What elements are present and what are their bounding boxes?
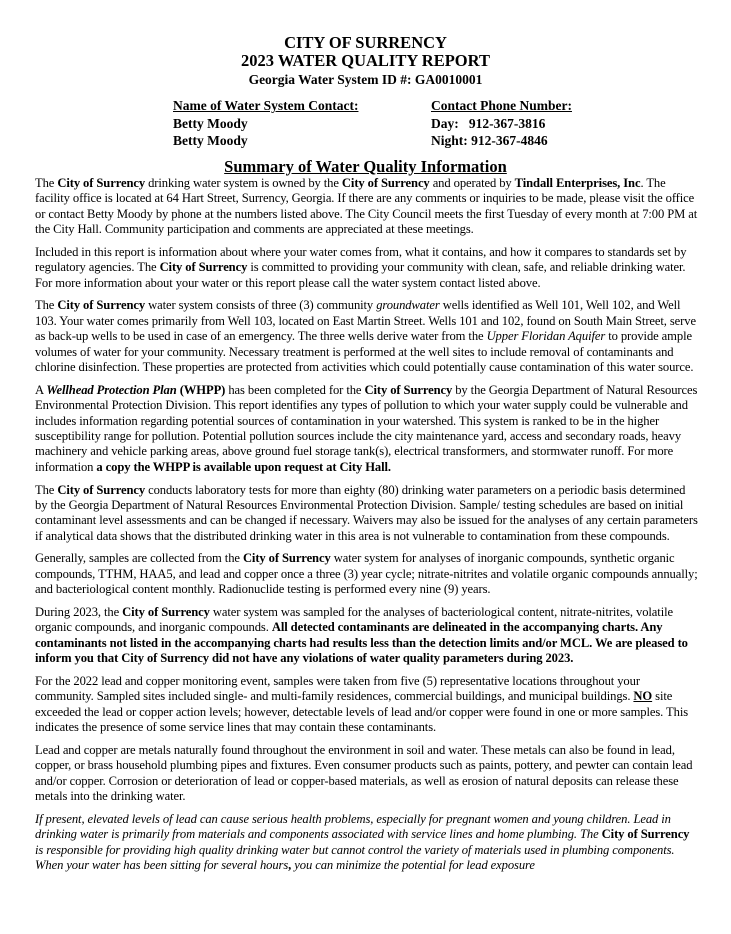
text-run: Generally, samples are collected from the: [35, 551, 243, 566]
body-paragraph: [35, 605, 699, 667]
text-run: is responsible for providing high quality drinking water but cannot control the variety of materials used in plumbing components. When your water has been sitting for several hours: [35, 842, 675, 872]
text-run: City of Surrency: [57, 482, 146, 497]
text-run: you can minimize the potential for lead exposure: [291, 857, 535, 872]
text-run: conducts laboratory tests for more than eighty (80) drinking water parameters on a periodic basis determined by the Georgia Department of Natural Resources Environmental Protection Division. Sample/ testing schedules are based on initial contaminant level assessments and can be changed if necessary. Waivers may also be issued for the analyses of any certain parameters if analytical data shows that the distributed drinking water in this area is not vulnerable to contamination from these compounds.: [35, 482, 698, 543]
text-run: has been completed for the: [225, 382, 365, 397]
text-run: and operated by: [429, 176, 515, 190]
text-run: by the Georgia Department of Natural Resources Environmental Protection Division. This report identifies any types of pollution to which your water supply could be vulnerable and includes information regarding potential sources of contamination in your watershed. This system is ranked to be in the higher susceptibility range for pollution. Potential pollution sources include the city maintenance yard, access and secondary roads, heavy machinery and vehicle parking areas, above ground fuel storage tank(s), electrical transformers, and stormwater runoff. For more information: [35, 382, 698, 474]
text-run: The: [35, 298, 58, 313]
text-run: water system for analyses of inorganic compounds, synthetic organic compounds, TTHM, HAA5, and lead and copper once a three (3) year cycle; nitrate-nitrites and volatile organic compounds annually; and bacteriological content monthly. Radionuclide testing is performed every nine (9) years.: [35, 551, 698, 597]
summary-heading: Summary of Water Quality Information: [224, 157, 507, 176]
text-run: wells identified as Well 101, Well 102, and Well 103. Your water comes primarily from Well 103, located on East Martin Street. Wells 101 and 102, found on South Main Street, serve as back-up wells to be used in case of an emergency. The three wells derive water from the: [35, 298, 696, 344]
contact-phone-day: Day: 912-367-3816: [431, 115, 546, 131]
text-run: water system was sampled for the analyses of bacteriological content, nitrate-nitrites, volatile organic compounds, and inorganic compounds.: [35, 604, 673, 635]
text-run: Wellhead Protection Plan: [46, 382, 177, 397]
text-run: During 2023, the: [35, 604, 123, 619]
report-title-city: CITY OF SURRENCY: [284, 33, 447, 52]
text-run: City of Surrency: [159, 260, 248, 275]
contact-phone-night: Night: 912-367-4846: [431, 133, 548, 148]
text-run: Upper Floridan Aquifer: [486, 329, 606, 344]
text-run: NO: [633, 689, 653, 704]
body-paragraph: [35, 298, 699, 375]
contact-name-block: [173, 97, 358, 150]
text-run: City of Surrency: [242, 551, 331, 566]
body-paragraph: [35, 743, 699, 805]
contact-name-night: Betty Moody: [173, 133, 248, 148]
text-run: City of Surrency: [364, 382, 453, 397]
text-run: If present, elevated levels of lead can cause serious health problems, especially for pregnant women and young children. Lead in drinking water is primarily from materials and components associated with service lines and home plumbing. The: [35, 811, 671, 842]
text-run: Included in this report is information about where your water comes from, what it contains, and how it compares to standards set by regulatory agencies. The: [35, 244, 687, 275]
body-paragraph: [35, 176, 699, 238]
text-run: to provide ample volumes of water for your community. Necessary treatment is performed at the well sites to include removal of contaminants and chlorine disinfection. These properties are protected from activities which could potentially cause contamination of this water source.: [35, 329, 694, 375]
text-run: groundwater: [376, 298, 440, 313]
report-title-year: 2023 WATER QUALITY REPORT: [241, 51, 490, 70]
contact-phone-heading: Contact Phone Number:: [431, 98, 572, 113]
body-paragraph: [35, 245, 699, 291]
body-paragraph: [35, 674, 699, 736]
text-run: ,: [288, 857, 292, 872]
text-run: drinking water system is owned by the: [145, 176, 342, 190]
contact-name-day: Betty Moody: [173, 115, 248, 131]
contact-phone-block: [431, 97, 572, 150]
text-run: The: [35, 482, 58, 497]
text-run: Lead and copper are metals naturally found throughout the environment in soil and water. These metals can also be found in lead, copper, or brass household plumbing pipes and fixtures. Even consumer products such as paints, pottery, and pewter can contain lead and/or copper. Corrosion or deterioration of lead or copper-based materials, as well as erosion of natural deposits can release these metals into the drinking water.: [35, 742, 693, 803]
text-run: City of Surrency: [57, 298, 146, 313]
body-paragraph: [35, 812, 699, 874]
text-run: City of Surrency: [57, 176, 146, 190]
report-body: [35, 176, 699, 881]
text-run: For the 2022 lead and copper monitoring event, samples were taken from five (5) representative locations throughout your community. Sampled sites included single- and multi-family residences, commercial buildings, and municipal buildings.: [35, 673, 640, 704]
text-run: The: [35, 176, 58, 190]
text-run: water system consists of three (3) community: [145, 298, 377, 313]
text-run: All detected contaminants are delineated in the accompanying charts. Any contaminants not listed in the accompanying charts had results less than the detection limits and/or MCL. We are pleased to inform you that City of Surrency did not have any violations of water quality parameters during 2023.: [35, 620, 688, 666]
text-run: (WHPP): [176, 382, 226, 397]
text-run: City of Surrency: [341, 176, 430, 190]
text-run: . The facility office is located at 64 Hart Street, Surrency, Georgia. If there are any comments or inquiries to be made, please visit the office or contact Betty Moody by phone at the numbers listed above. The City Council meets the first Tuesday of every month at 7:00 PM at the City Hall. Community participation and comments are appreciated at these meetings.: [35, 176, 698, 237]
text-run: City of Surrency: [601, 827, 690, 842]
contact-name-heading: Name of Water System Contact:: [173, 98, 359, 113]
text-run: site exceeded the lead or copper action levels; however, detectable levels of lead and/or copper were found in one or more samples. This indicates the presence of some service lines that may contain these contaminants.: [35, 689, 689, 735]
text-run: City of Surrency: [122, 604, 210, 619]
text-run: is committed to providing your community with clean, safe, and reliable drinking water. For more information about your water or this report please call the water system contact listed above.: [35, 260, 686, 290]
text-run: A: [35, 382, 47, 397]
text-run: a copy the WHPP is available upon request at City Hall.: [96, 459, 391, 474]
text-run: Tindall Enterprises, Inc: [514, 176, 641, 190]
body-paragraph: [35, 483, 699, 545]
body-paragraph: [35, 383, 699, 475]
water-system-id: Georgia Water System ID #: GA0010001: [248, 72, 483, 87]
body-paragraph: [35, 551, 699, 597]
